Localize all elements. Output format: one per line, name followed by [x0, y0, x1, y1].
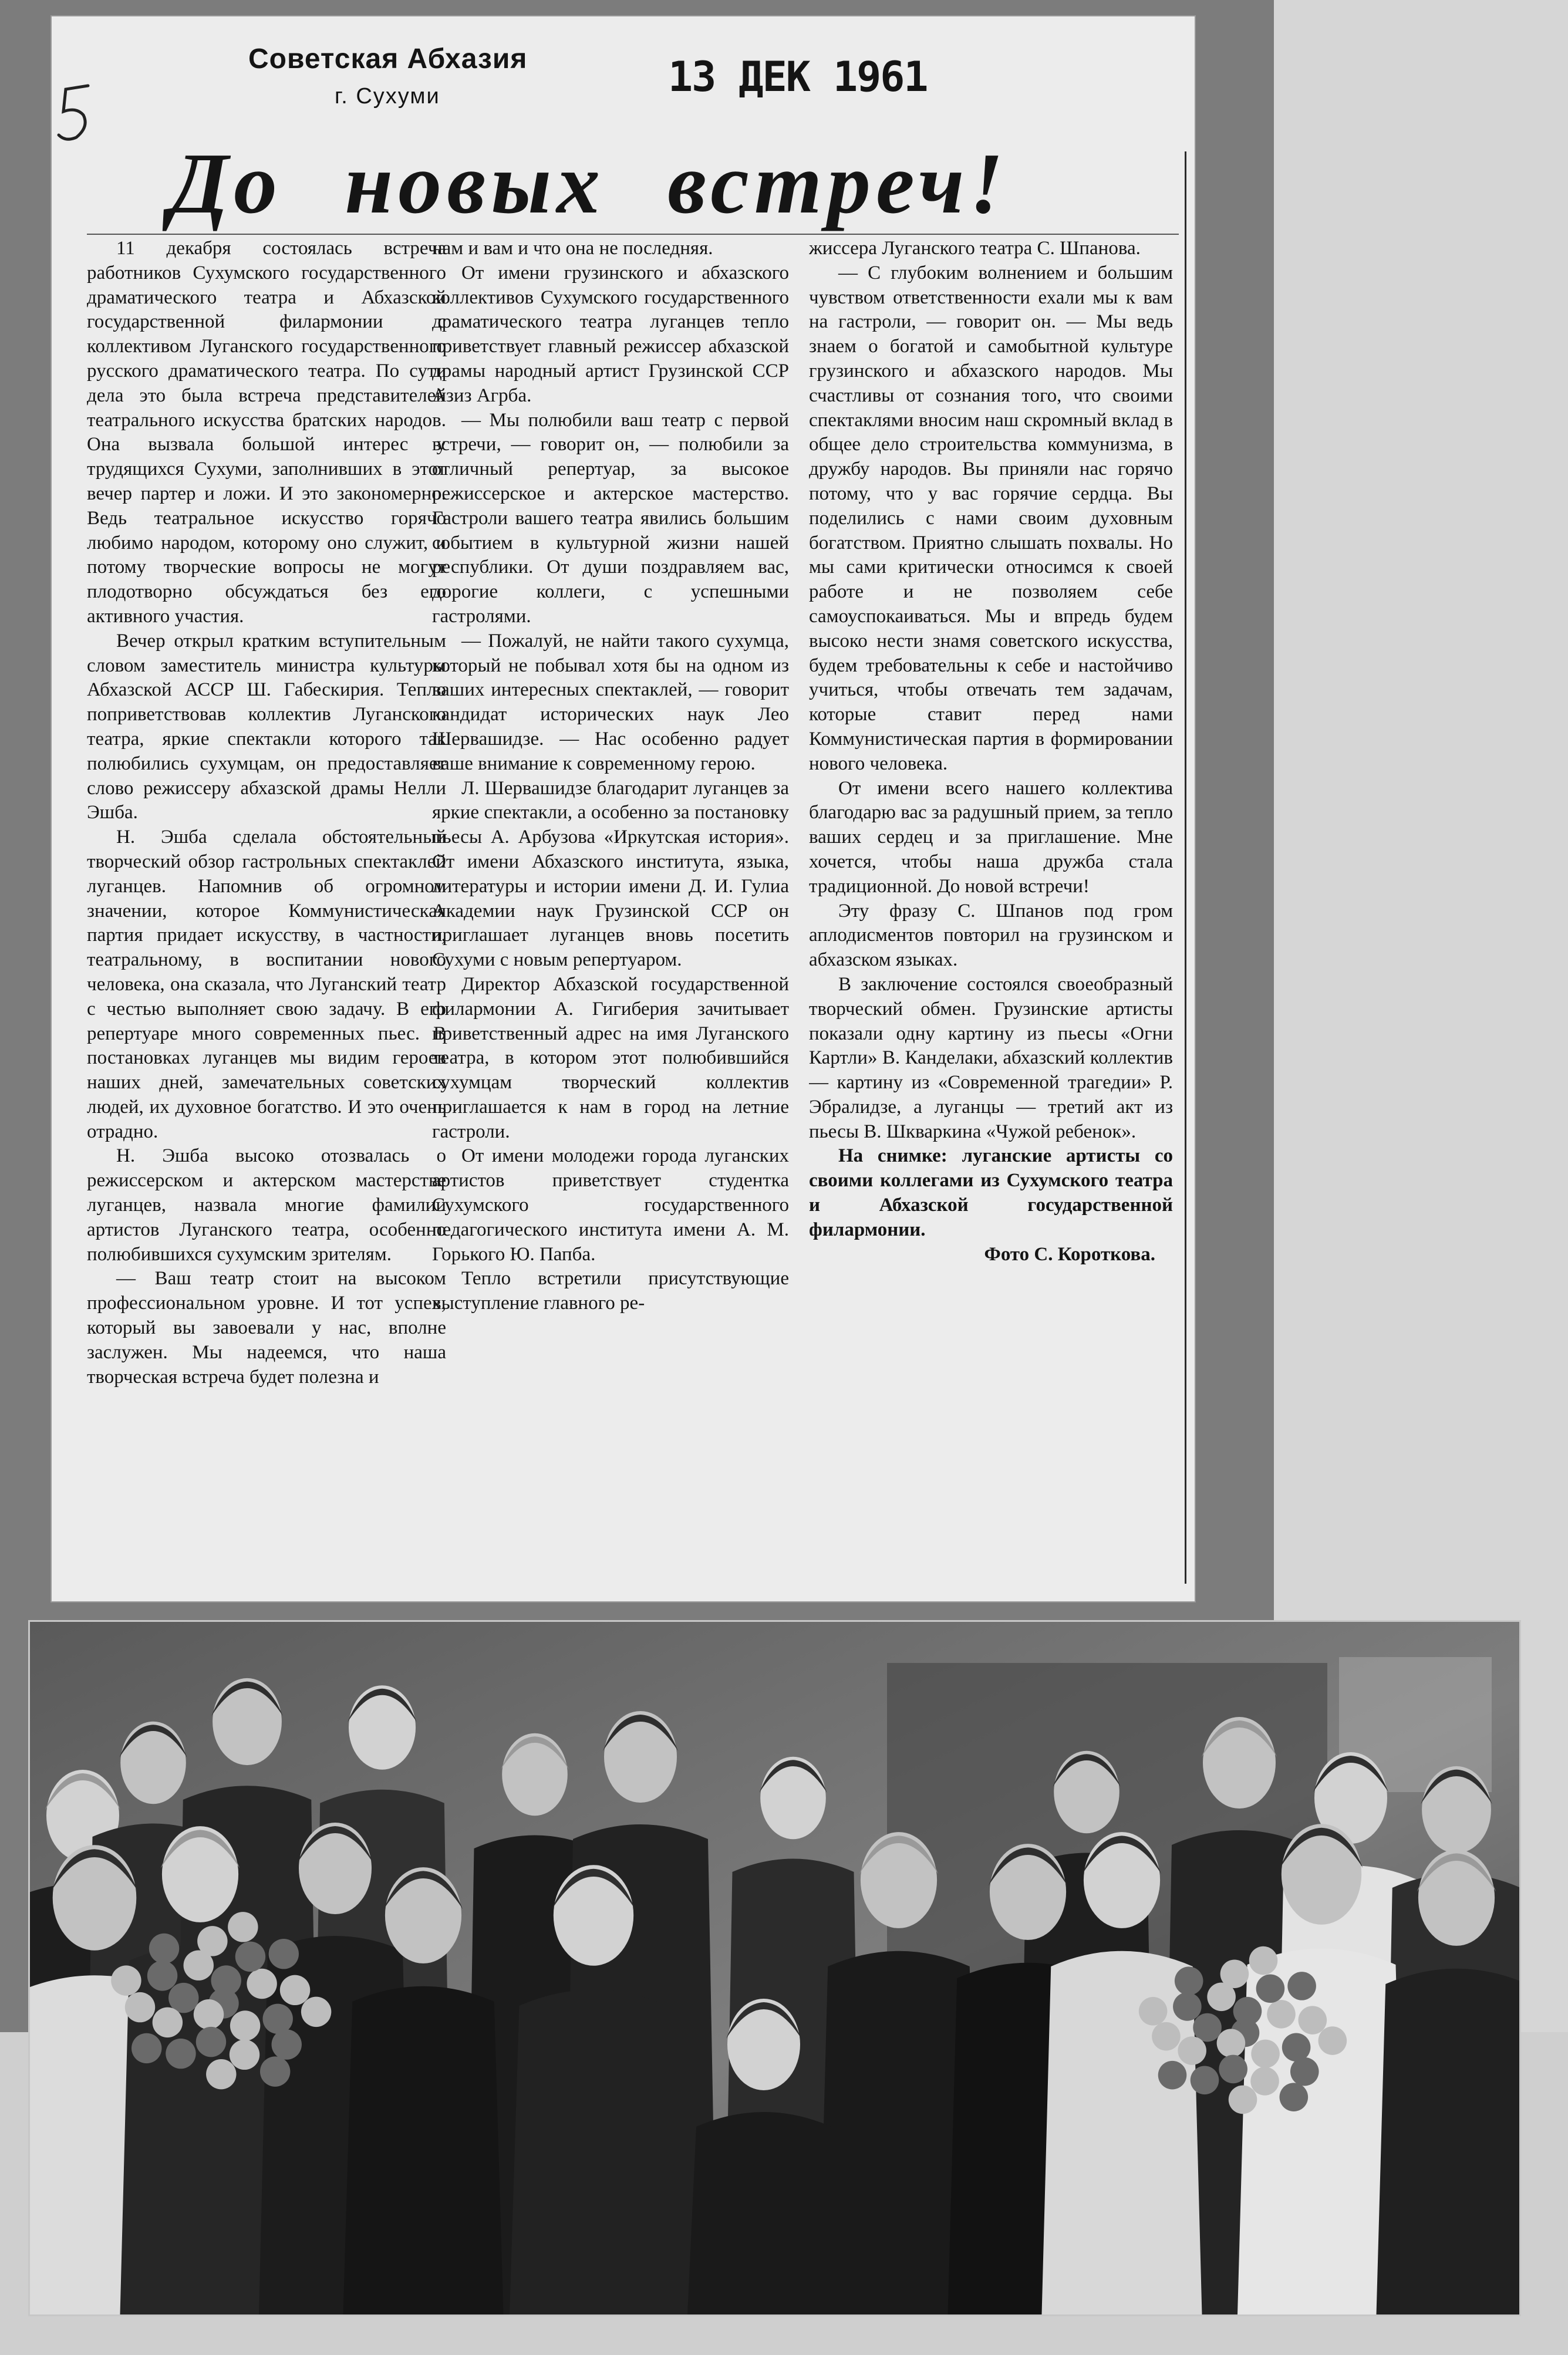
- newspaper-clipping: [52, 16, 1195, 1601]
- flower: [1173, 1992, 1202, 2021]
- masthead: [198, 31, 609, 125]
- flower: [235, 1942, 265, 1972]
- paragraph: Н. Эшба сделала обстоятельный творческий обзор гастрольных спектаклей луганцев. Напомнив об огромном значении, которое Коммунистическая партия придает искусству, в частности, театральному, в воспитании нового человека, она сказала, что Луганский театр с честью выполняет свою задачу. В его репертуаре много современных пьес. В постановках луганцев мы видим героев наших дней, замечательных советских людей, их духовное богатство. И это очень отрадно.: [87, 826, 446, 1142]
- flower: [228, 1912, 258, 1942]
- flower: [1280, 2083, 1309, 2111]
- paragraph: — Ваш театр стоит на высоком профессиональном уровне. И тот успех, который вы завоевали у нас, вполне заслужен. Мы надеемся, что наша творческая встреча будет полезна и: [87, 1268, 446, 1388]
- flower: [194, 1999, 224, 2029]
- paragraph: Директор Абхазской государственной филармонии А. Гигиберия зачитывает приветственный адрес на имя Луганского театра, в котором этот полюбившийся сухумцам творческий коллектив приглашается к нам в город на летние гастроли.: [432, 973, 789, 1142]
- flower: [230, 2040, 259, 2070]
- flower: [280, 1975, 310, 2005]
- flower: [1217, 2029, 1246, 2057]
- flower: [1256, 1974, 1285, 2003]
- flower: [1229, 2086, 1257, 2114]
- flower: [260, 2056, 290, 2086]
- flower: [272, 2029, 302, 2059]
- flower: [1251, 2040, 1280, 2069]
- flower: [111, 1965, 141, 1995]
- paragraph: жиссера Луганского театра С. Шпанова.: [809, 238, 1141, 259]
- headline-rule: [87, 234, 1179, 235]
- date-stamp: 13 ДЕК 1961: [668, 53, 928, 101]
- flower: [125, 1992, 155, 2022]
- flower: [263, 2004, 293, 2034]
- flower: [211, 1965, 241, 1995]
- paragraph: Эту фразу С. Шпанов под гром аплодисментов повторил на грузинском и абхазском языках.: [809, 900, 1173, 971]
- group-photo-image: [30, 1622, 1519, 2314]
- pencil-mark-icon: [53, 81, 100, 146]
- article-column-1: [87, 237, 446, 1598]
- flower: [1267, 2000, 1296, 2029]
- article-column-2: [432, 237, 789, 1598]
- paragraph: От имени молодежи города луганских артистов приветствует студентка Сухумского государственного педагогического института имени А. М. Горького Ю. Папба.: [432, 1145, 789, 1265]
- paragraph: 11 декабря состоялась встреча работников Сухумского государственного драматического театра и Абхазской государственной филармонии с коллективом Луганского государственного русского драматического театра. По сути дела это была встреча представителей театрального искусства братских народов. Она вызвала большой интерес у трудящихся Сухуми, заполнивших в этот вечер партер и ложи. И это закономерно. Ведь театральное искусство горячо любимо народом, которому оно служит, и потому творческие вопросы не могут плодотворно обсуждаться без его активного участия.: [87, 238, 446, 627]
- paragraph: Вечер открыл кратким вступительным словом заместитель министра культуры Абхазской АССР Ш. Габескирия. Тепло поприветствовав коллектив Луганского театра, яркие спектакли которого так полюбились сухумцам, он предоставляет слово режиссеру абхазской драмы Нелли Эшба.: [87, 630, 446, 824]
- flower: [197, 1926, 227, 1956]
- flower: [131, 2033, 161, 2063]
- flower: [206, 2059, 236, 2089]
- flower: [1299, 2006, 1327, 2035]
- newspaper-name: Советская Абхазия: [248, 43, 528, 75]
- flower: [147, 1961, 177, 1990]
- flower: [1219, 2055, 1247, 2084]
- flower: [1158, 2061, 1187, 2090]
- paragraph: От имени грузинского и абхазского коллективов Сухумского государственного драматического театра луганцев тепло приветствует главный режиссер абхазской драмы народный артист Грузинской ССР Азиз Агрба.: [432, 262, 789, 406]
- newspaper-city: г. Сухуми: [335, 84, 440, 109]
- paragraph: От имени всего нашего коллектива благодарю вас за радушный прием, за тепло ваших сердец и за приглашение. Мне хочется, чтобы наша дружба стала традиционной. До новой встречи!: [809, 777, 1173, 897]
- flower: [1233, 1997, 1262, 2026]
- flower: [1282, 2033, 1311, 2062]
- flower: [1139, 1997, 1168, 2026]
- flower: [149, 1934, 179, 1963]
- article-column-3: [809, 237, 1173, 1598]
- group-photo: [28, 1620, 1521, 2316]
- paragraph: Тепло встретили присутствующие выступление главного ре-: [432, 1268, 789, 1314]
- paragraph: — С глубоким волнением и большим чувством ответственности ехали мы к вам на гастроли, — говорит он. — Мы ведь знаем о богатой и самобытной культуре грузинского и абхазского народов. Мы счастливы от сознания того, что своими спектаклями вносим наш скромный вклад в общее дело строительства коммунизма, в дружбу народов. Вы приняли нас горячо потому, что у вас горячие сердца. Вы поделились с нами своим духовным богатством. Приятно слышать похвалы. Но мы сами критически относимся к своей работе и не позволяем себе самоуспокаиваться. Мы и впредь будем высоко нести знамя советского искусства, будем требовательны к себе и настойчиво учиться, чтобы отвечать тем задачам, которые ставит перед нами Коммунистическая партия в формировании нового человека.: [809, 262, 1173, 774]
- photo-credit: Фото С. Короткова.: [984, 1243, 1155, 1265]
- flower: [153, 2008, 183, 2037]
- paragraph: — Мы полюбили ваш театр с первой встречи, — говорит он, — полюбили за отличный репертуар, за высокое режиссерское и актерское мастерство. Гастроли вашего театра явились большим событием в культурной жизни нашей республики. От души поздравляем вас, дорогие коллеги, с успешными гастролями.: [432, 409, 789, 627]
- column-rule: [1185, 151, 1186, 1584]
- flower: [1319, 2026, 1347, 2055]
- paragraph: — Пожалуй, не найти такого сухумца, который не побывал хотя бы на одном из ваших интересных спектаклей, — говорит кандидат исторических наук Лео Шервашидзе. — Нас особенно радует ваше внимание к современному герою.: [432, 630, 789, 774]
- flower: [269, 1939, 299, 1969]
- flower: [1178, 2036, 1206, 2065]
- flower: [301, 1997, 331, 2027]
- paragraph: нам и вам и что она не последняя.: [432, 238, 713, 259]
- flower: [1250, 2067, 1279, 2096]
- flower: [166, 2039, 195, 2069]
- flower: [1175, 1966, 1203, 1995]
- flower: [1220, 1959, 1249, 1988]
- photo-caption: На снимке: луганские артисты со своими коллегами из Сухумского театра и Абхазской государственной филармонии.: [809, 1145, 1173, 1240]
- paragraph: В заключение состоялся своеобразный творческий обмен. Грузинские артисты показали одну картину из пьесы «Огни Картли» В. Канделаки, абхазский коллектив — картину из «Современной трагедии» Р. Эбралидзе, а луганцы — третий акт из пьесы В. Шкваркина «Чужой ребенок».: [809, 973, 1173, 1142]
- flower: [1152, 2022, 1181, 2051]
- flower: [1249, 1946, 1278, 1975]
- article-headline: До новых встреч!: [169, 136, 1009, 232]
- flower: [230, 2010, 260, 2040]
- flower: [1191, 2066, 1219, 2095]
- flower: [1287, 1972, 1316, 2000]
- flower: [196, 2027, 226, 2057]
- flower: [247, 1969, 276, 1999]
- paragraph: Л. Шервашидзе благодарит луганцев за яркие спектакли, а особенно за постановку пьесы А. Арбузова «Иркутская история». От имени Абхазского института, языка, литературы и истории имени Д. И. Гулиа Академии наук Грузинской ССР он приглашает луганцев вновь посетить Сухуми с новым репертуаром.: [432, 777, 789, 971]
- flower: [1290, 2057, 1319, 2086]
- paragraph: Н. Эшба высоко отозвалась о режиссерском и актерском мастерстве луганцев, назвала многие фамилии артистов Луганского театра, особенно полюбившихся сухумским зрителям.: [87, 1145, 446, 1265]
